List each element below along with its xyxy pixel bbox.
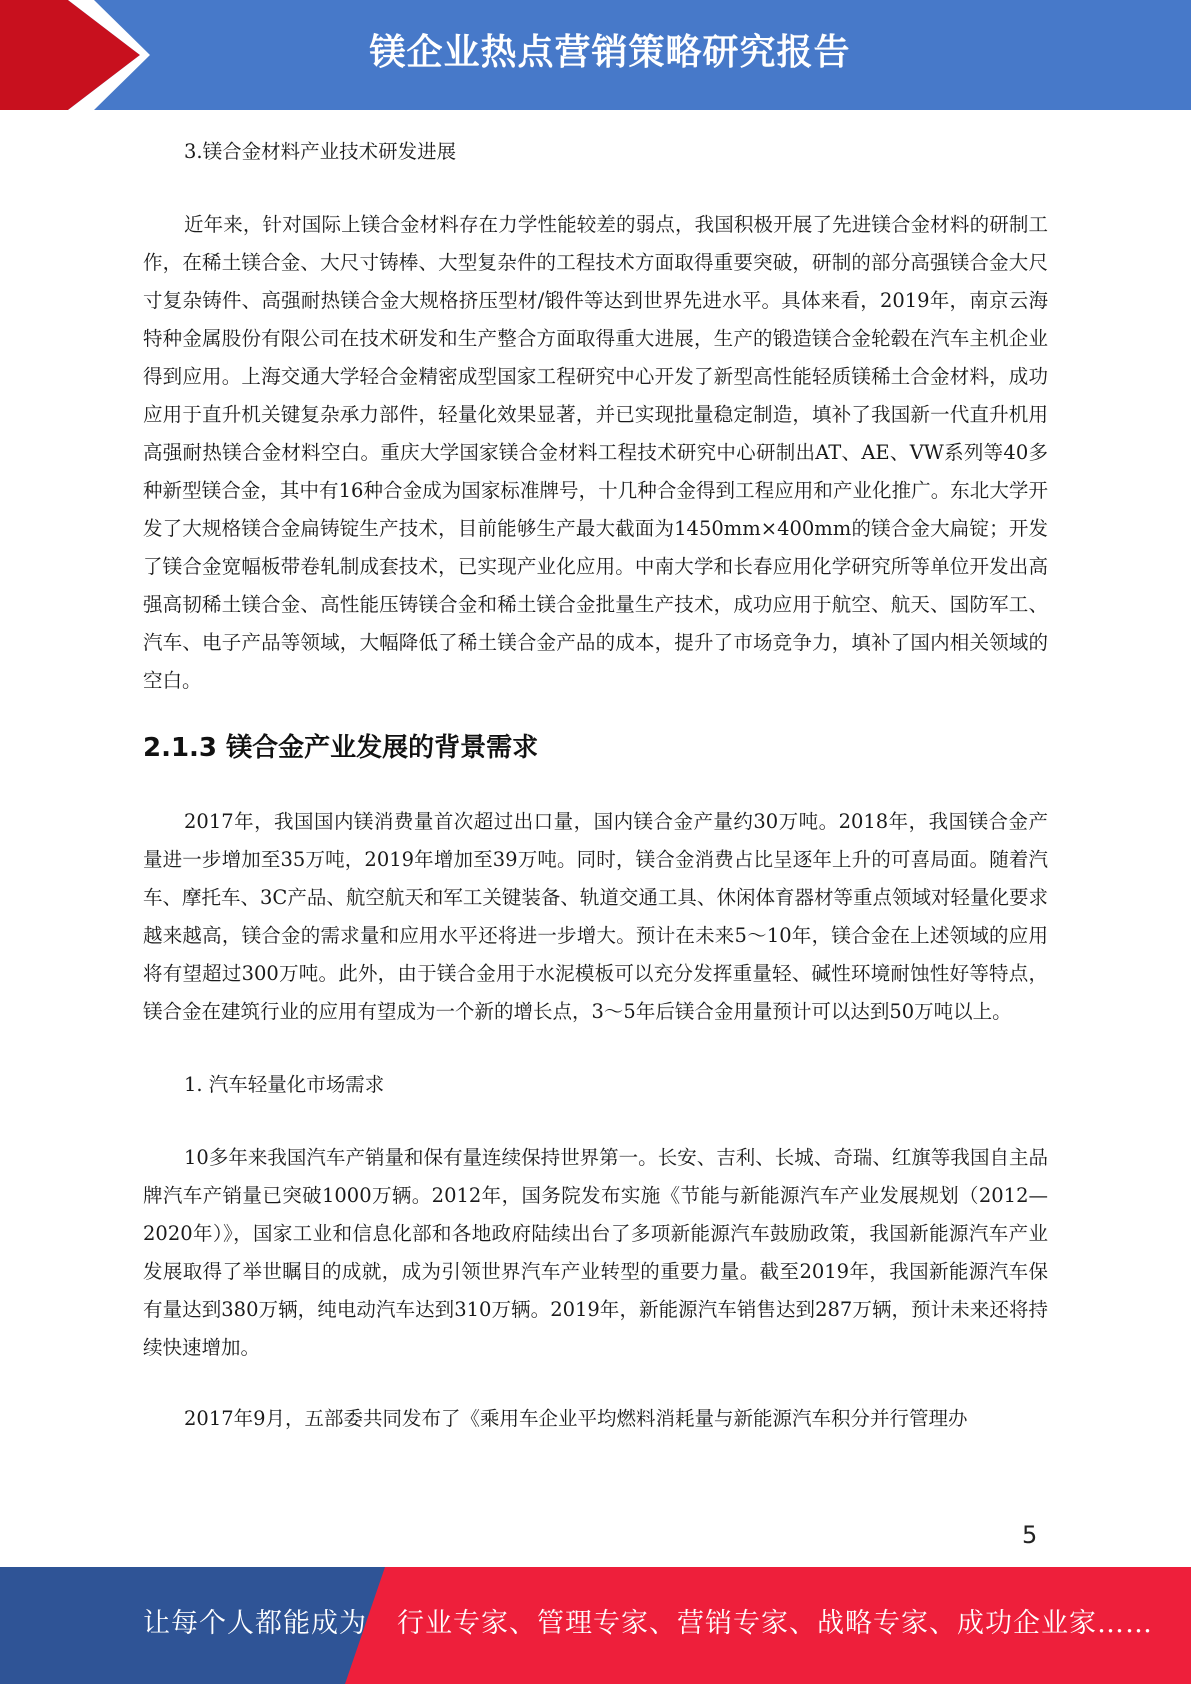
page-content <box>143 132 1048 1438</box>
footer-slogan-left: 让每个人都能成为 <box>143 1608 367 1639</box>
paragraph-background-demand: 2017年，我国国内镁消费量首次超过出口量，国内镁合金产量约30万吨。2018年，我国镁合金产量进一步增加至35万吨，2019年增加至39万吨。同时，镁合金消费占比呈逐年上升的可喜局面。随着汽车、摩托车、3C产品、航空航天和军工关键装备、轨道交通工具、休闲体育器材等重点领域对轻量化要求越来越高，镁合金的需求量和应用水平还将进一步增大。预计在未来5～10年，镁合金在上述领域的应用将有望超过300万吨。此外，由于镁合金用于水泥模板可以充分发挥重量轻、碱性环境耐蚀性好等特点，镁合金在建筑行业的应用有望成为一个新的增长点，3～5年后镁合金用量预计可以达到50万吨以上。 <box>143 810 1048 1023</box>
sub-heading-auto-lightweight: 1. 汽车轻量化市场需求 <box>184 1073 385 1096</box>
paragraph-policy: 2017年9月，五部委共同发布了《乘用车企业平均燃料消耗量与新能源汽车积分并行管理办 <box>184 1407 968 1430</box>
header-banner <box>0 0 1191 110</box>
sub-heading-tech-progress: 3.镁合金材料产业技术研发进展 <box>184 140 457 163</box>
footer-banner <box>0 1567 1191 1684</box>
paragraph-auto-market: 10多年来我国汽车产销量和保有量连续保持世界第一。长安、吉利、长城、奇瑞、红旗等我国自主品牌汽车产销量已突破1000万辆。2012年，国务院发布实施《节能与新能源汽车产业发展规划（2012—2020年）》，国家工业和信息化部和各地政府陆续出台了多项新能源汽车鼓励政策，我国新能源汽车产业发展取得了举世瞩目的成就，成为引领世界汽车产业转型的重要力量。截至2019年，我国新能源汽车保有量达到380万辆，纯电动汽车达到310万辆。2019年，新能源汽车销售达到287万辆，预计未来还将持续快速增加。 <box>143 1146 1048 1359</box>
section-heading-background-demand: 2.1.3 镁合金产业发展的背景需求 <box>143 733 539 763</box>
page-number: 5 <box>1022 1521 1038 1549</box>
paragraph-tech-progress: 近年来，针对国际上镁合金材料存在力学性能较差的弱点，我国积极开展了先进镁合金材料的研制工作，在稀土镁合金、大尺寸铸棒、大型复杂件的工程技术方面取得重要突破，研制的部分高强镁合金大尺寸复杂铸件、高强耐热镁合金大规格挤压型材/锻件等达到世界先进水平。具体来看，2019年，南京云海特种金属股份有限公司在技术研发和生产整合方面取得重大进展，生产的锻造镁合金轮毂在汽车主机企业得到应用。上海交通大学轻合金精密成型国家工程研究中心开发了新型高性能轻质镁稀土合金材料，成功应用于直升机关键复杂承力部件，轻量化效果显著，并已实现批量稳定制造，填补了我国新一代直升机用高强耐热镁合金材料空白。重庆大学国家镁合金材料工程技术研究中心研制出AT、AE、VW系列等40多种新型镁合金，其中有16种合金成为国家标准牌号，十几种合金得到工程应用和产业化推广。东北大学开发了大规格镁合金扁铸锭生产技术，目前能够生产最大截面为1450mm×400mm的镁合金大扁锭；开发了镁合金宽幅板带卷轧制成套技术，已实现产业化应用。中南大学和长春应用化学研究所等单位开发出高强高韧稀土镁合金、高性能压铸镁合金和稀土镁合金批量生产技术，成功应用于航空、航天、国防军工、汽车、电子产品等领域，大幅降低了稀土镁合金产品的成本，提升了市场竞争力，填补了国内相关领域的空白。 <box>143 213 1048 692</box>
footer-slogan-right: 行业专家、管理专家、营销专家、战略专家、成功企业家…… <box>397 1608 1153 1639</box>
report-title: 镁企业热点营销策略研究报告 <box>369 32 851 73</box>
